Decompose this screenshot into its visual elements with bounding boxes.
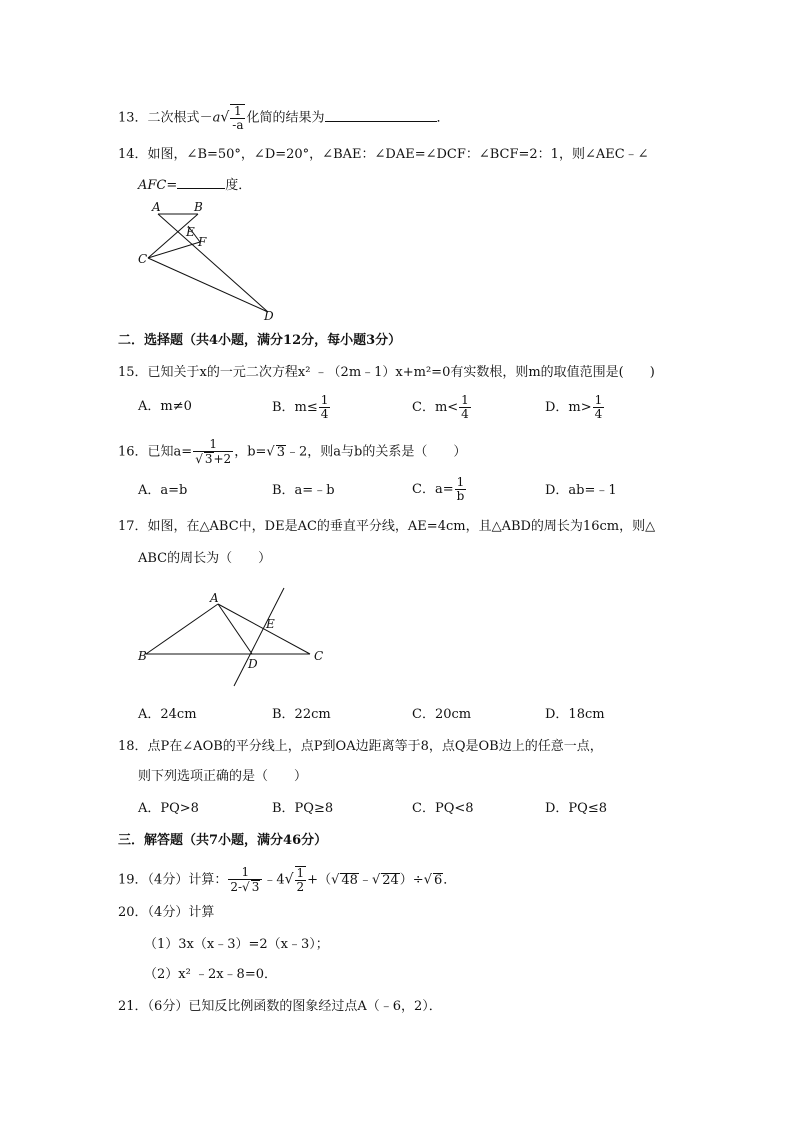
label-D: D [248, 657, 258, 671]
fraction: $\frac{1}{√ 3+2}$ [195, 437, 232, 466]
fraction: $\frac{1}{-a}$ [232, 104, 244, 132]
q14-figure [134, 196, 280, 322]
question-17-line2: ABC的周长为（ ） [138, 551, 272, 566]
q17-option-c[interactable]: C．20cm [412, 707, 472, 722]
question-18-line1: 18．点P在∠AOB的平分线上，点P到OA边距离等于8，点Q是OB边上的任意一点， [118, 739, 603, 754]
q15-option-b[interactable]: B．m≤ $\frac{1}{4}$ [272, 393, 329, 421]
perpendicular-bisector [234, 588, 284, 686]
question-18-line2: 则下列选项正确的是（ ） [138, 769, 308, 784]
q15-option-c[interactable]: C．m< $\frac{1}{4}$ [412, 393, 469, 421]
question-number: 14． [118, 147, 148, 162]
question-number: 21． [118, 999, 148, 1014]
q20-part-2: （2）x² ﹣2x﹣8=0． [144, 967, 277, 982]
segment-AC [218, 604, 310, 654]
segment-AB [146, 604, 218, 654]
label-C: C [138, 252, 148, 266]
answer-blank[interactable] [325, 109, 437, 122]
q18-option-a[interactable]: A．PQ>8 [138, 801, 199, 816]
q18-option-d[interactable]: D．PQ≤8 [545, 801, 607, 816]
label-B: B [194, 200, 203, 214]
q16-option-c[interactable]: C．a= $\frac{1}{b}$ [412, 475, 465, 503]
q16-option-b[interactable]: B．a=﹣b [272, 483, 335, 498]
label-C: C [314, 649, 324, 663]
segment-CD [148, 258, 268, 312]
label-E: E [186, 225, 195, 239]
q16-option-d[interactable]: D．ab=﹣1 [545, 483, 617, 498]
question-19: 19．（4分）计算： $\frac{1}{2-√ 3}$ ﹣4√ $\frac{1}{2}$ +（√ 48﹣√ 24）÷√ 6． [118, 865, 457, 894]
question-21: 21．（6分）已知反比例函数的图象经过点A（﹣6，2）． [118, 999, 442, 1014]
q16-option-a[interactable]: A．a=b [138, 483, 188, 498]
q15-option-a[interactable]: A．m≠0 [138, 399, 192, 414]
question-number: 20． [118, 905, 148, 920]
question-number: 16． [118, 444, 148, 460]
segment-AD [218, 604, 252, 654]
question-17-line1: 17．如图，在△ABC中，DE是AC的垂直平分线，AE=4cm，且△ABD的周长为16cm，则△ [118, 519, 656, 534]
answer-blank[interactable] [177, 176, 225, 189]
label-B: B [138, 649, 147, 663]
question-13: 13．二次根式－a√ $\frac{1}{-a}$ 化简的结果为 ． [118, 104, 450, 132]
label-D: D [264, 309, 274, 322]
question-number: 19． [118, 872, 148, 888]
radical-sign: √ [220, 109, 230, 126]
question-number: 17． [118, 519, 148, 534]
q15-option-d[interactable]: D．m> $\frac{1}{4}$ [545, 393, 603, 421]
q18-option-b[interactable]: B．PQ≥8 [272, 801, 334, 816]
question-number: 13． [118, 110, 148, 126]
question-number: 18． [118, 739, 148, 754]
fraction: $\frac{1}{2-√ 3}$ [228, 866, 262, 894]
label-A: A [152, 200, 161, 214]
question-14-line2: AFC= 度． [138, 178, 252, 193]
section-3-title: 三．解答题（共7小题，满分46分） [118, 833, 328, 848]
q20-part-1: （1）3x（x﹣3）=2（x﹣3）； [144, 937, 329, 952]
q17-option-b[interactable]: B．22cm [272, 707, 331, 722]
question-16: 16．已知a= $\frac{1}{√ 3+2}$ ，b=√ 3﹣2，则a与b的关系是（ ） [118, 437, 467, 466]
section-2-title: 二．选择题（共4小题，满分12分，每小题3分） [118, 333, 402, 348]
segment-AD [158, 214, 268, 312]
segment-CF [148, 242, 200, 258]
label-A: A [210, 591, 219, 605]
question-number: 15． [118, 365, 148, 380]
q17-option-d[interactable]: D．18cm [545, 707, 605, 722]
question-15: 15．已知关于x的一元二次方程x² ﹣（2m﹣1）x+m²=0有实数根，则m的取值范围是( ) [118, 365, 655, 380]
label-E: E [266, 617, 275, 631]
q17-figure [134, 582, 330, 692]
question-14-line1: 14．如图，∠B=50°，∠D=20°，∠BAE：∠DAE=∠DCF：∠BCF=2：1，则∠AEC﹣∠ [118, 147, 649, 162]
label-F: F [198, 235, 207, 249]
q18-option-c[interactable]: C．PQ<8 [412, 801, 474, 816]
q17-option-a[interactable]: A．24cm [138, 707, 197, 722]
question-20: 20．（4分）计算 [118, 905, 215, 920]
